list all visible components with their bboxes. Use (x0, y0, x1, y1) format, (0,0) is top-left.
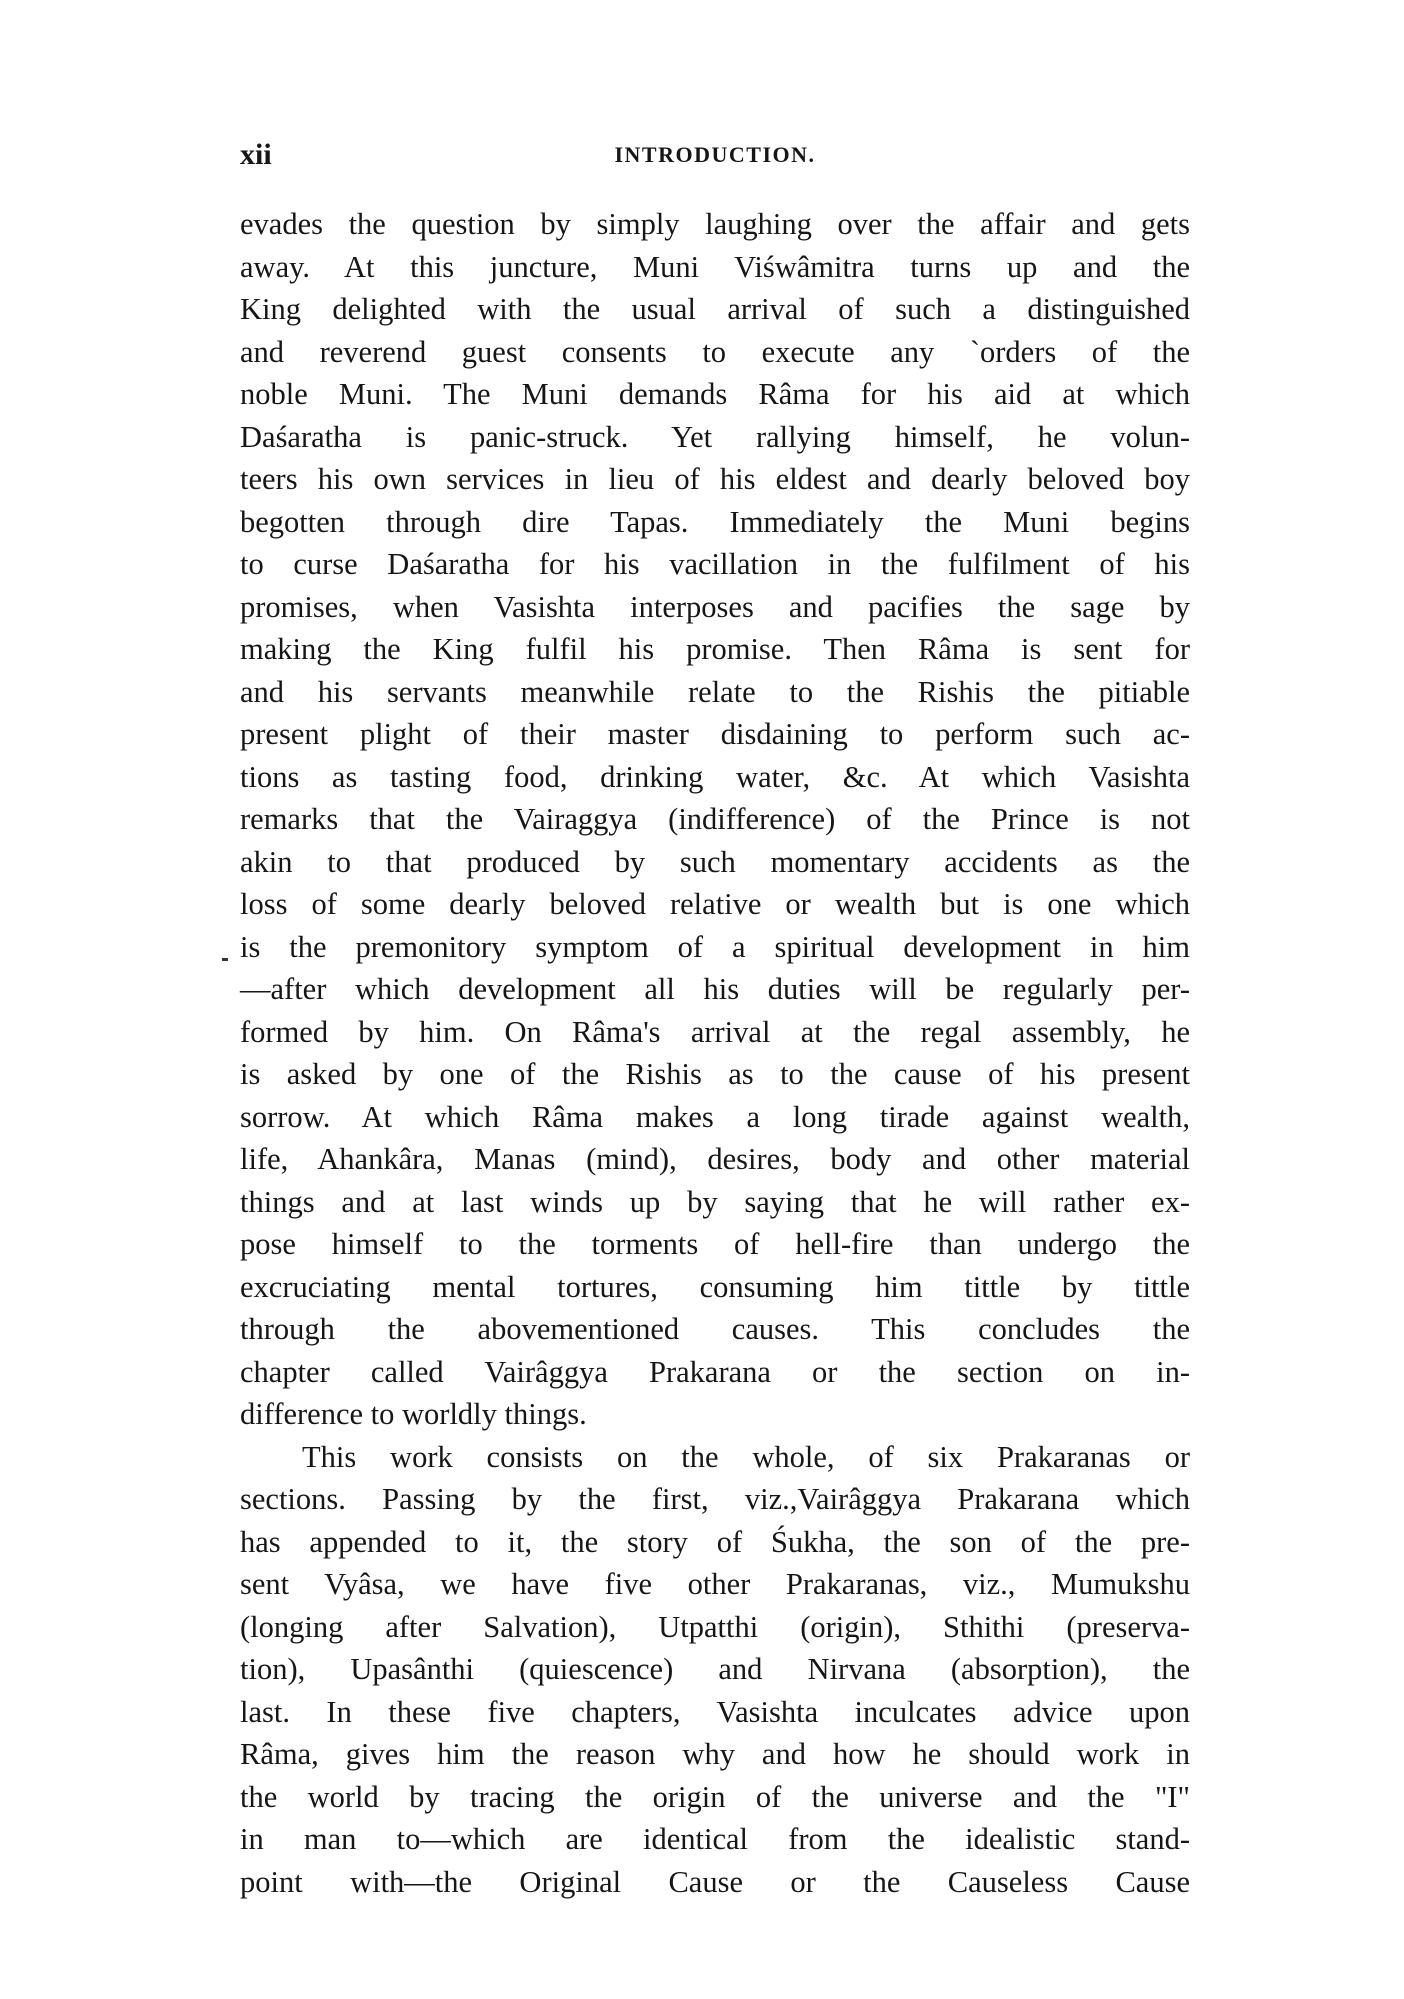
text-line: teers his own services in lieu of his eldest and dearly beloved boy (240, 462, 1190, 496)
page-number: xii (240, 138, 272, 171)
text-line: This work consists on the whole, of six Prakaranas or (302, 1439, 1190, 1474)
text-line: —after which development all his duties will be regularly per- (240, 972, 1190, 1006)
text-line: things and at last winds up by saying that he will rather ex- (240, 1184, 1190, 1219)
text-line: last. In these five chapters, Vasishta inculcates advice upon (240, 1694, 1190, 1729)
text-line: making the King fulfil his promise. Then Râma is sent for (240, 632, 1190, 666)
text-line: sorrow. At which Râma makes a long tirade against wealth, (240, 1099, 1190, 1134)
text-line: away. At this juncture, Muni Viśwâmitra turns up and the (240, 249, 1190, 284)
text-line: Daśaratha is panic-struck. Yet rallying himself, he volun- (240, 419, 1190, 454)
text-line: has appended to it, the story of Śukha, the son of the pre- (240, 1524, 1190, 1559)
text-line: is the premonitory symptom of a spiritual development in him (240, 929, 1190, 964)
text-line: point with—the Original Cause or the Causeless Cause (240, 1864, 1190, 1899)
text-line: King delighted with the usual arrival of such a distinguished (240, 292, 1190, 326)
running-title: INTRODUCTION. (614, 142, 816, 167)
text-line: Râma, gives him the reason why and how he should work in (240, 1737, 1190, 1771)
text-line: promises, when Vasishta interposes and pacifies the sage by (240, 589, 1190, 624)
text-line: through the abovementioned causes. This concludes the (240, 1312, 1190, 1346)
text-line: and reverend guest consents to execute any `orders of the (240, 334, 1190, 369)
text-line: to curse Daśaratha for his vacillation in the fulfilment of his (240, 547, 1190, 581)
text-line: is asked by one of the Rishis as to the cause of his present (240, 1057, 1190, 1091)
text-line: sections. Passing by the first, viz.,Vairâggya Prakarana which (240, 1482, 1190, 1516)
text-line: in man to—which are identical from the idealistic stand- (240, 1822, 1190, 1856)
text-line: tion), Upasânthi (quiescence) and Nirvana (absorption), the (240, 1652, 1190, 1686)
scan-mark (222, 958, 228, 961)
body-text (240, 203, 1190, 1903)
text-line: tions as tasting food, drinking water, &c. At which Vasishta (240, 759, 1190, 794)
text-line: remarks that the Vairaggya (indifference) of the Prince is not (240, 802, 1190, 836)
text-line: the world by tracing the origin of the universe and the "I" (240, 1779, 1190, 1814)
text-line: excruciating mental tortures, consuming him tittle by tittle (240, 1269, 1190, 1304)
text-line: (longing after Salvation), Utpatthi (origin), Sthithi (preserva- (240, 1609, 1190, 1644)
text-line: formed by him. On Râma's arrival at the regal assembly, he (240, 1014, 1190, 1049)
text-line: begotten through dire Tapas. Immediately the Muni begins (240, 504, 1190, 539)
text-line: sent Vyâsa, we have five other Prakaranas, viz., Mumukshu (240, 1567, 1190, 1601)
running-head (240, 138, 1190, 178)
text-line: present plight of their master disdaining to perform such ac- (240, 717, 1190, 751)
text-line: life, Ahankâra, Manas (mind), desires, body and other material (240, 1142, 1190, 1176)
text-line: chapter called Vairâggya Prakarana or the section on in- (240, 1354, 1190, 1389)
text-line: evades the question by simply laughing over the affair and gets (240, 207, 1190, 241)
text-line: and his servants meanwhile relate to the Rishis the pitiable (240, 674, 1190, 709)
text-line: loss of some dearly beloved relative or wealth but is one which (240, 887, 1190, 921)
text-line: pose himself to the torments of hell-fire than undergo the (240, 1227, 1190, 1261)
text-line: akin to that produced by such momentary accidents as the (240, 844, 1190, 879)
text-line: difference to worldly things. (240, 1397, 587, 1431)
text-line: noble Muni. The Muni demands Râma for his aid at which (240, 377, 1190, 411)
